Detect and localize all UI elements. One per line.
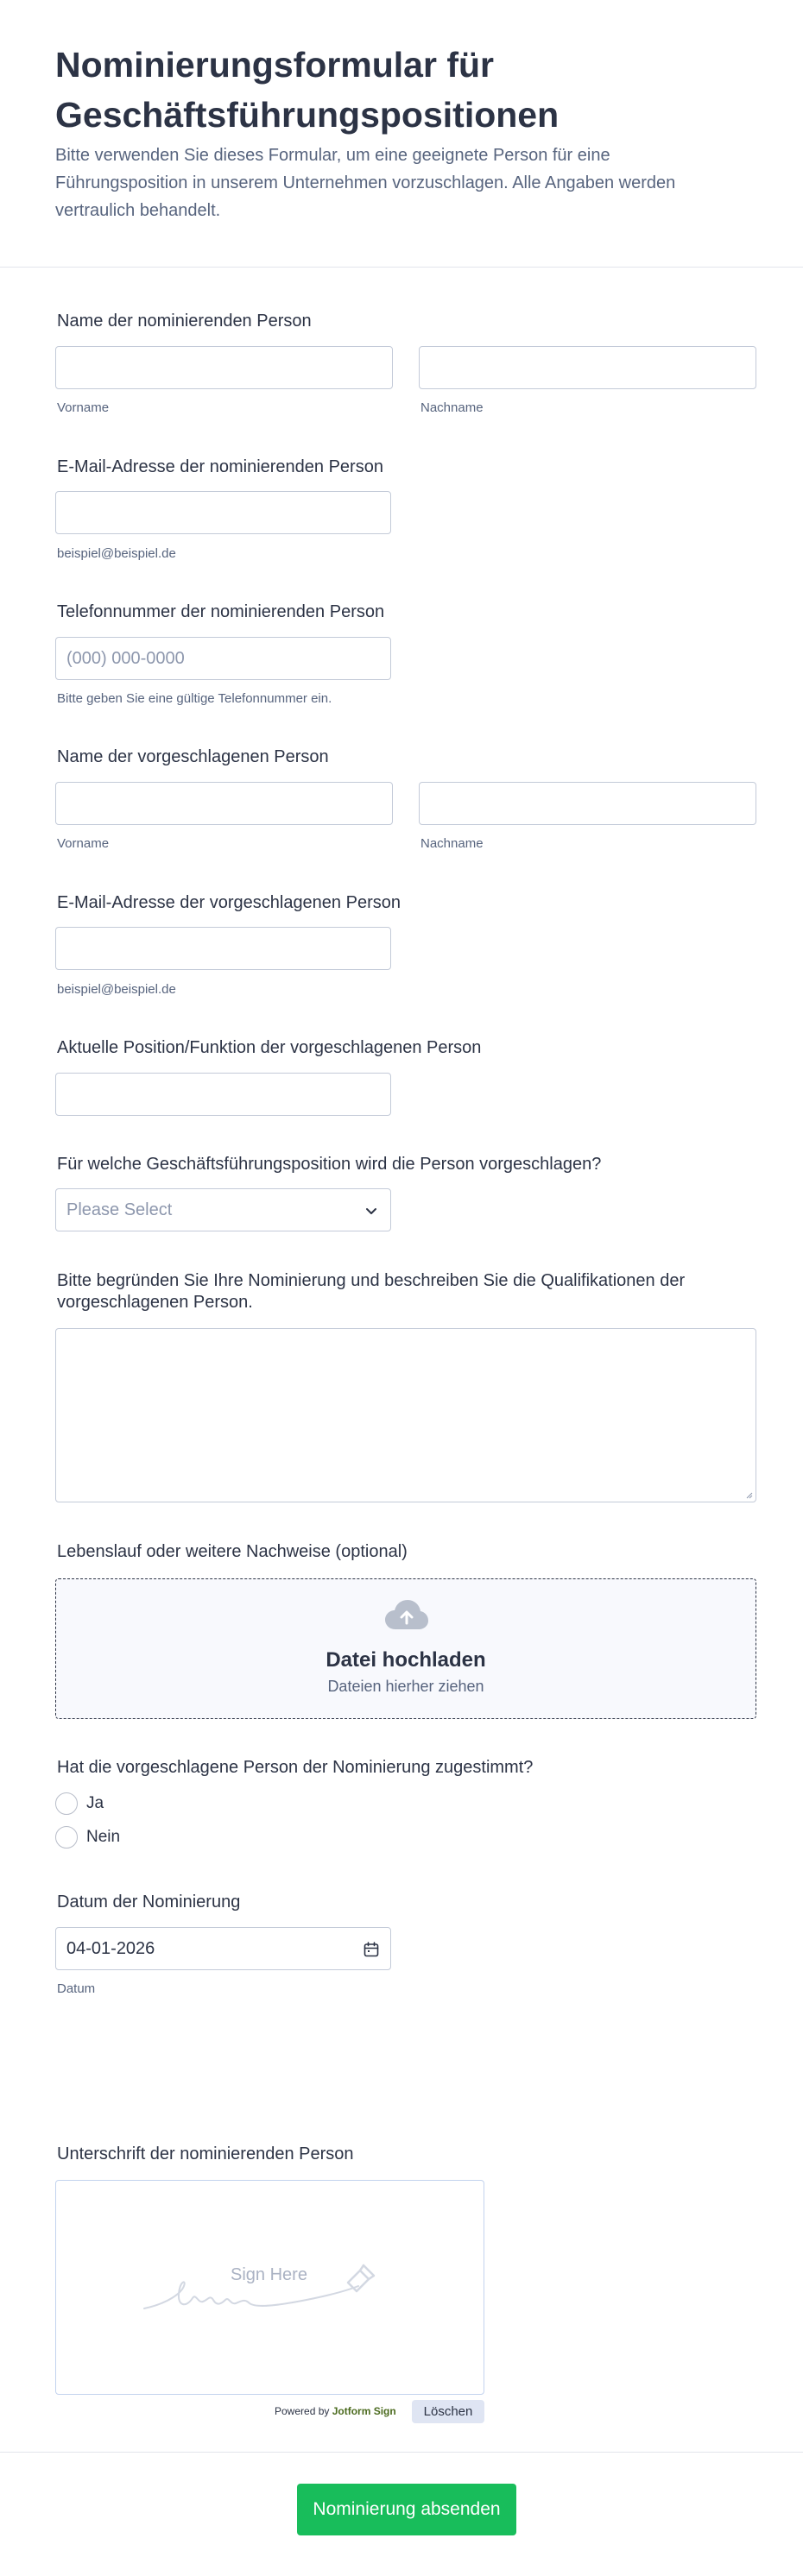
- nominee-email-sublabel: beispiel@beispiel.de: [57, 982, 176, 997]
- powered-prefix: Powered by: [275, 2405, 330, 2417]
- nominator-phone-input[interactable]: [55, 637, 391, 680]
- file-upload-dropzone[interactable]: [55, 1578, 756, 1719]
- resize-handle-icon[interactable]: [744, 1490, 753, 1499]
- nominator-last-name-input[interactable]: [419, 346, 756, 389]
- radio-label: Ja: [86, 1794, 104, 1812]
- nominator-phone-label: Telefonnummer der nominierenden Person: [57, 602, 385, 621]
- nominator-last-name-sublabel: Nachname: [420, 400, 484, 415]
- nomination-date-label: Datum der Nominierung: [57, 1893, 241, 1912]
- submit-button[interactable]: Nominierung absenden: [297, 2484, 516, 2535]
- executive-position-select[interactable]: [55, 1188, 391, 1231]
- chevron-down-icon: [364, 1204, 378, 1218]
- nominee-first-name-sublabel: Vorname: [57, 836, 110, 851]
- footer-divider: [0, 2452, 803, 2453]
- sign-here-text: Sign Here: [231, 2265, 307, 2284]
- nominator-first-name-input[interactable]: [55, 346, 393, 389]
- radio-button[interactable]: [55, 1792, 78, 1815]
- form-header: [0, 0, 803, 268]
- cloud-upload-icon: [384, 1598, 429, 1633]
- nominee-email-label: E-Mail-Adresse der vorgeschlagenen Person: [57, 893, 401, 912]
- signature-label: Unterschrift der nominierenden Person: [57, 2145, 354, 2163]
- upload-subtitle: Dateien hierher ziehen: [327, 1678, 484, 1695]
- justification-label: Bitte begründen Sie Ihre Nominierung und beschreiben Sie die Qualifikationen der vorgeschlagenen Person.: [57, 1271, 686, 1312]
- jotform-sign-link[interactable]: Jotform Sign: [332, 2405, 396, 2417]
- form-title: Nominierungsformular für Geschäftsführungspositionen: [55, 45, 560, 135]
- nominee-position-label: Aktuelle Position/Funktion der vorgeschlagenen Person: [57, 1038, 482, 1057]
- consent-label: Hat die vorgeschlagene Person der Nominierung zugestimmt?: [57, 1758, 534, 1777]
- nominee-last-name-sublabel: Nachname: [420, 836, 484, 851]
- nominator-email-label: E-Mail-Adresse der nominierenden Person: [57, 457, 383, 476]
- signature-pad[interactable]: [55, 2180, 484, 2395]
- form-subtitle: Bitte verwenden Sie dieses Formular, um eine geeignete Person für eine Führungsposition in unserem Unternehmen vorzuschlagen. Alle Angaben werden vertraulich behandelt.: [55, 146, 676, 220]
- nomination-date-sublabel: Datum: [57, 1981, 96, 1996]
- clear-signature-button[interactable]: Löschen: [412, 2400, 484, 2423]
- radio-label: Nein: [86, 1828, 121, 1846]
- nominee-name-label: Name der vorgeschlagenen Person: [57, 747, 329, 766]
- upload-title: Datei hochladen: [326, 1648, 486, 1672]
- calendar-icon[interactable]: [363, 1941, 380, 1958]
- upload-label: Lebenslauf oder weitere Nachweise (optional): [57, 1542, 408, 1561]
- date-value: 04-01-2026: [66, 1939, 155, 1958]
- nominator-email-sublabel: beispiel@beispiel.de: [57, 546, 176, 561]
- nominee-email-input[interactable]: [55, 927, 391, 970]
- radio-button[interactable]: [55, 1826, 78, 1849]
- nominator-first-name-sublabel: Vorname: [57, 400, 110, 415]
- select-value: Please Select: [66, 1200, 173, 1219]
- nomination-date-input[interactable]: [55, 1927, 391, 1970]
- justification-textarea[interactable]: [55, 1328, 756, 1502]
- nominator-phone-sublabel: Bitte geben Sie eine gültige Telefonnummer ein.: [57, 691, 332, 706]
- nominee-last-name-input[interactable]: [419, 782, 756, 825]
- nominator-name-label: Name der nominierenden Person: [57, 312, 312, 331]
- nominator-email-input[interactable]: [55, 491, 391, 534]
- powered-by: [275, 2405, 396, 2417]
- nominee-first-name-input[interactable]: [55, 782, 393, 825]
- executive-position-label: Für welche Geschäftsführungsposition wird die Person vorgeschlagen?: [57, 1155, 602, 1174]
- nominee-position-input[interactable]: [55, 1073, 391, 1116]
